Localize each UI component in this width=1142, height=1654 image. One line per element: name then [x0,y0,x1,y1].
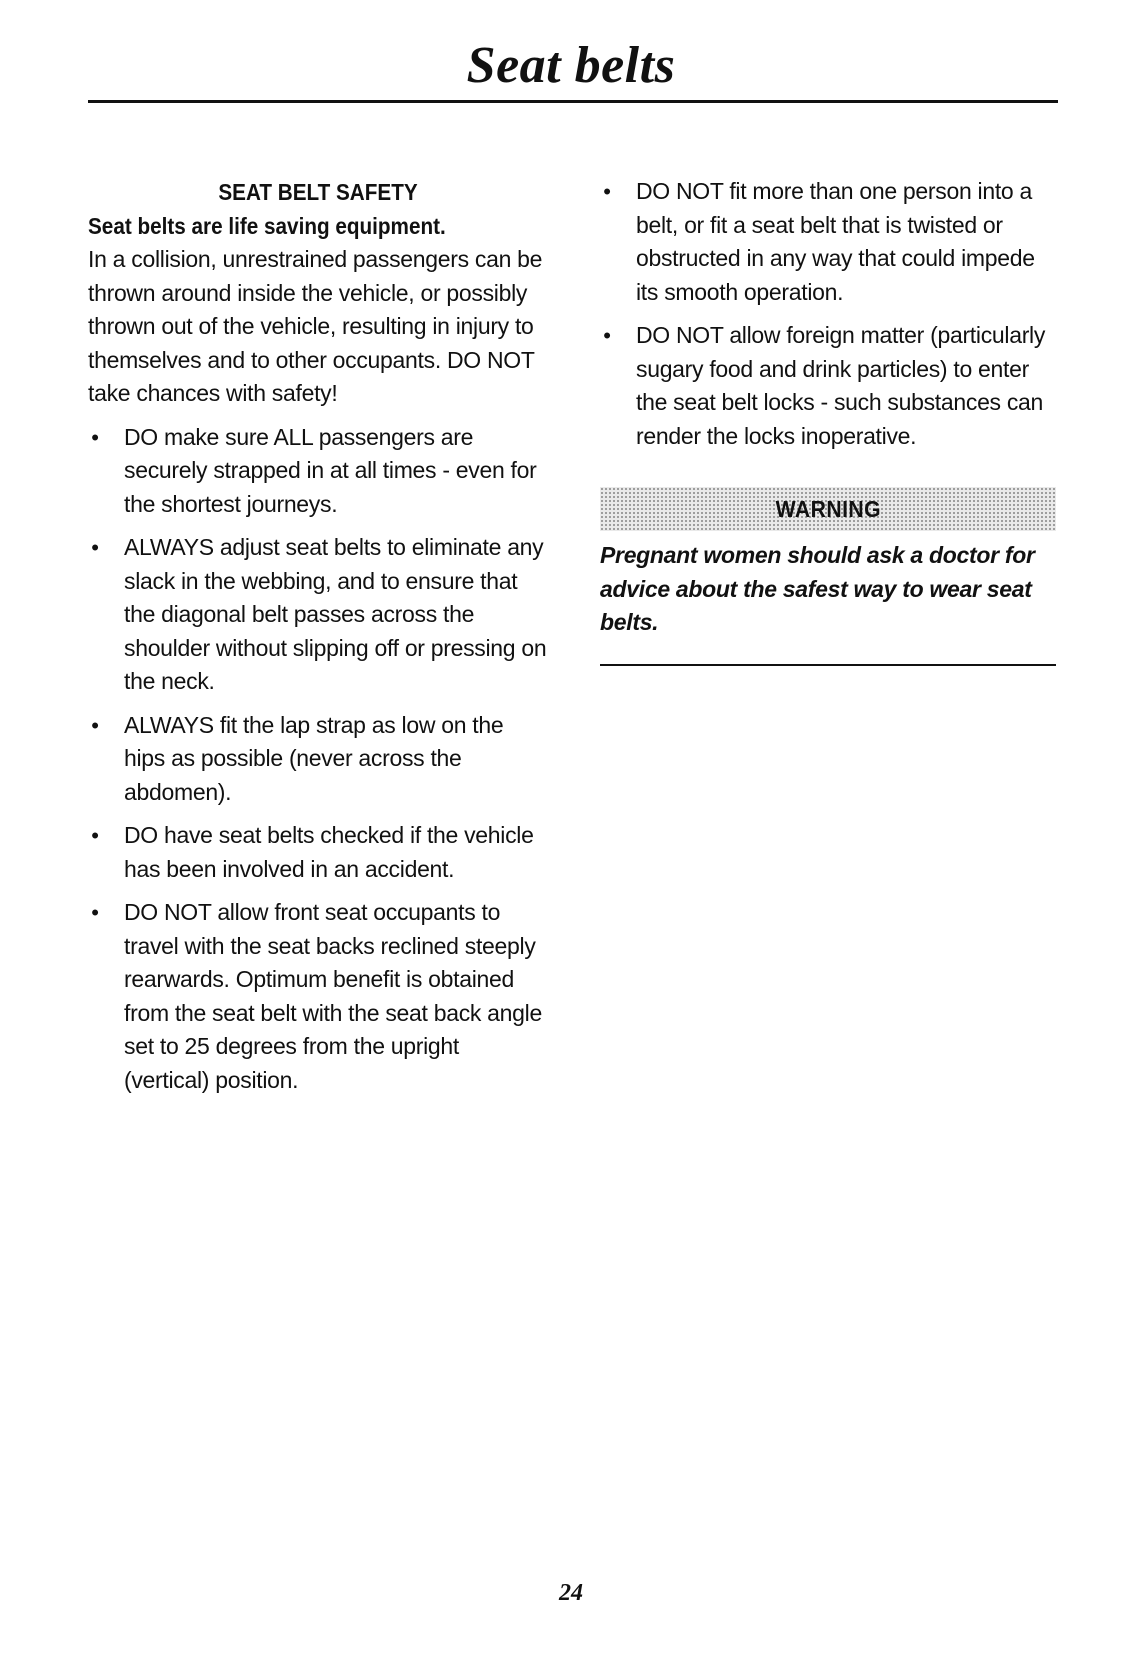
bullet-text: DO make sure ALL passengers are securely strapped in at all times - even for the shortest journeys. [124,423,537,517]
lead-statement: Seat belts are life saving equipment. [88,213,446,239]
bullet-text: ALWAYS adjust seat belts to eliminate any slack in the webbing, and to ensure that the diagonal belt passes across the shoulder without slipping off or pressing on the neck. [124,534,547,694]
bullet-icon: • [603,323,611,348]
list-item [88,531,548,699]
warning-divider [600,664,1056,666]
left-column [88,175,548,1097]
page-number: 24 [559,1580,583,1606]
bullet-icon: • [91,535,99,560]
bullet-icon: • [91,424,99,450]
list-item [88,421,548,522]
title-divider [88,100,1058,103]
list-item [88,819,548,886]
warning-banner [600,487,1056,531]
safety-bullet-list-continued [600,175,1060,453]
warning-label: WARNING [775,495,881,522]
bullet-text: ALWAYS fit the lap strap as low on the hips as possible (never across the abdomen). [124,711,504,805]
bullet-icon: • [91,712,99,738]
page-title: Seat belts [466,37,676,94]
warning-text: Pregnant women should ask a doctor for advice about the safest way to wear seat belts. [600,542,1035,635]
safety-bullet-list [88,421,548,1098]
list-item [600,175,1060,309]
intro-paragraph: In a collision, unrestrained passengers can be thrown around inside the vehicle, or possibly thrown out of the vehicle, resulting in injury to themselves and to other occupants. DO NOT take chances with safety! [88,246,543,406]
section-heading: SEAT BELT SAFETY [218,179,418,205]
list-item [88,896,548,1097]
right-column [600,175,1060,666]
bullet-text: DO NOT allow foreign matter (particularly sugary food and drink particles) to enter the seat belt locks - such substances can render the locks inoperative. [636,322,1046,449]
bullet-icon: • [603,179,611,204]
bullet-text: DO have seat belts checked if the vehicle has been involved in an accident. [124,822,534,882]
list-item [88,709,548,810]
bullet-text: DO NOT allow front seat occupants to travel with the seat backs reclined steeply rearwards. Optimum benefit is obtained from the seat belt with the seat back angle set to 25 degrees from the upright (vertical) position. [124,899,542,1093]
bullet-text: DO NOT fit more than one person into a belt, or fit a seat belt that is twisted or obstructed in any way that could impede its smooth operation. [636,178,1035,305]
list-item [600,319,1060,453]
bullet-icon: • [91,900,99,925]
bullet-icon: • [91,823,99,848]
